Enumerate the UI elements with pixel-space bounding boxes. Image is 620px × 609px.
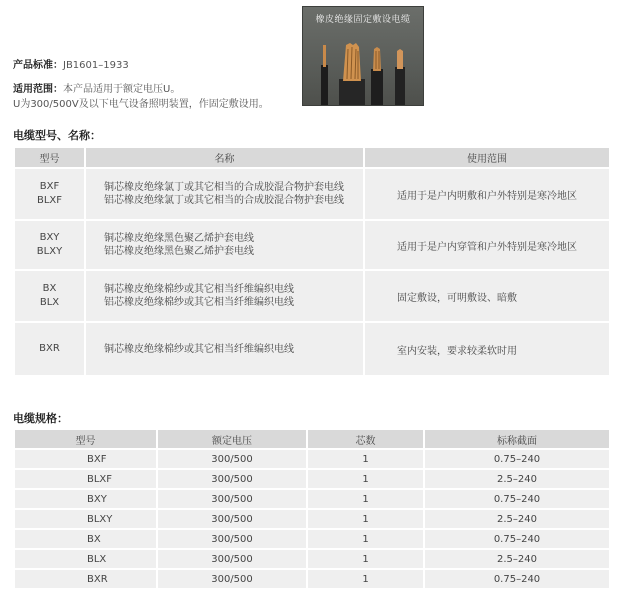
spec-cores: 1 [307,489,424,509]
spec-model: BLXF [14,469,157,489]
model-code: BLXF [36,195,63,206]
table-row [14,220,610,270]
cable-strand-icon [339,43,365,106]
scope-line-2 [13,95,269,110]
header-cores: 芯数 [307,429,424,449]
table-row [14,529,610,549]
model-use: 适用于是户内明敷和户外特别是寒冷地区 [364,168,610,220]
table-row [14,569,610,589]
spec-cores: 1 [307,509,424,529]
standard-value: JB1601–1933 [63,60,129,71]
model-code: BXF [39,181,60,192]
spec-cores: 1 [307,529,424,549]
specs-body [14,449,610,589]
photo-caption: 橡皮绝缘固定敷设电缆 [315,15,411,25]
table-row [14,168,610,220]
model-name: 铜芯橡皮绝缘黑色聚乙烯护套电线 [104,233,254,244]
model-code: BX [42,283,57,294]
model-code: BXY [39,232,60,243]
cable-core-icon [321,45,328,105]
header-section: 标称截面 [424,429,610,449]
model-use: 室内安装，要求较柔软时用 [364,322,610,376]
header-name: 名称 [85,147,364,168]
spec-model: BX [14,529,157,549]
spec-model: BLXY [14,509,157,529]
spec-section: 0.75–240 [424,529,610,549]
model-code: BLXY [36,246,63,257]
cable-strand-icon [371,47,383,106]
spec-section: 2.5–240 [424,509,610,529]
table-row [14,549,610,569]
spec-section: 0.75–240 [424,569,610,589]
header-voltage: 额定电压 [157,429,307,449]
product-standard [13,56,129,71]
models-table [13,146,611,377]
table-row [14,489,610,509]
table-row [14,469,610,489]
spec-voltage: 300/500 [157,469,307,489]
spec-voltage: 300/500 [157,449,307,469]
spec-section: 0.75–240 [424,489,610,509]
scope-text-2: U为300/500V及以下电气设备照明装置，作固定敷设用。 [13,99,269,110]
model-use: 适用于是户内穿管和户外特别是寒冷地区 [364,220,610,270]
spec-model: BXF [14,449,157,469]
standard-label: 产品标准： [13,60,63,71]
spec-voltage: 300/500 [157,509,307,529]
table-row [14,270,610,322]
spec-voltage: 300/500 [157,489,307,509]
model-code: BXR [39,343,60,354]
model-name: 铜芯橡皮绝缘氯丁或其它相当的合成胶混合物护套电线 [104,182,344,193]
spec-model: BXY [14,489,157,509]
spec-voltage: 300/500 [157,569,307,589]
specs-section-title: 电缆规格： [13,412,68,425]
specs-header-row [14,429,610,449]
cable-strand-icon [395,49,405,106]
spec-section: 2.5–240 [424,549,610,569]
model-code: BLX [39,297,60,308]
spec-section: 0.75–240 [424,449,610,469]
header-model: 型号 [14,147,85,168]
spec-cores: 1 [307,469,424,489]
spec-model: BXR [14,569,157,589]
scope-line-1 [13,80,180,95]
scope-text-1: 本产品适用于额定电压U。 [63,84,181,95]
spec-model: BLX [14,549,157,569]
model-name: 铝芯橡皮绝缘氯丁或其它相当的合成胶混合物护套电线 [104,195,344,206]
spec-cores: 1 [307,549,424,569]
models-header-row [14,147,610,168]
spec-cores: 1 [307,569,424,589]
model-name: 铜芯橡皮绝缘棉纱或其它相当纤维编织电线 [104,284,294,295]
model-name: 铝芯橡皮绝缘黑色聚乙烯护套电线 [104,246,254,257]
specs-table [13,428,611,590]
spec-cores: 1 [307,449,424,469]
table-row [14,509,610,529]
model-use: 固定敷设，可明敷设、暗敷 [364,270,610,322]
spec-voltage: 300/500 [157,529,307,549]
models-section-title: 电缆型号、名称： [13,129,101,142]
model-name: 铝芯橡皮绝缘棉纱或其它相当纤维编织电线 [104,297,294,308]
table-row [14,322,610,376]
table-row [14,449,610,469]
spec-section: 2.5–240 [424,469,610,489]
scope-label: 适用范围： [13,84,63,95]
header-model: 型号 [14,429,157,449]
model-name: 铜芯橡皮绝缘棉纱或其它相当纤维编织电线 [104,343,294,355]
product-photo [302,6,424,106]
spec-voltage: 300/500 [157,549,307,569]
header-use: 使用范围 [364,147,610,168]
cable-illustration [303,7,424,106]
